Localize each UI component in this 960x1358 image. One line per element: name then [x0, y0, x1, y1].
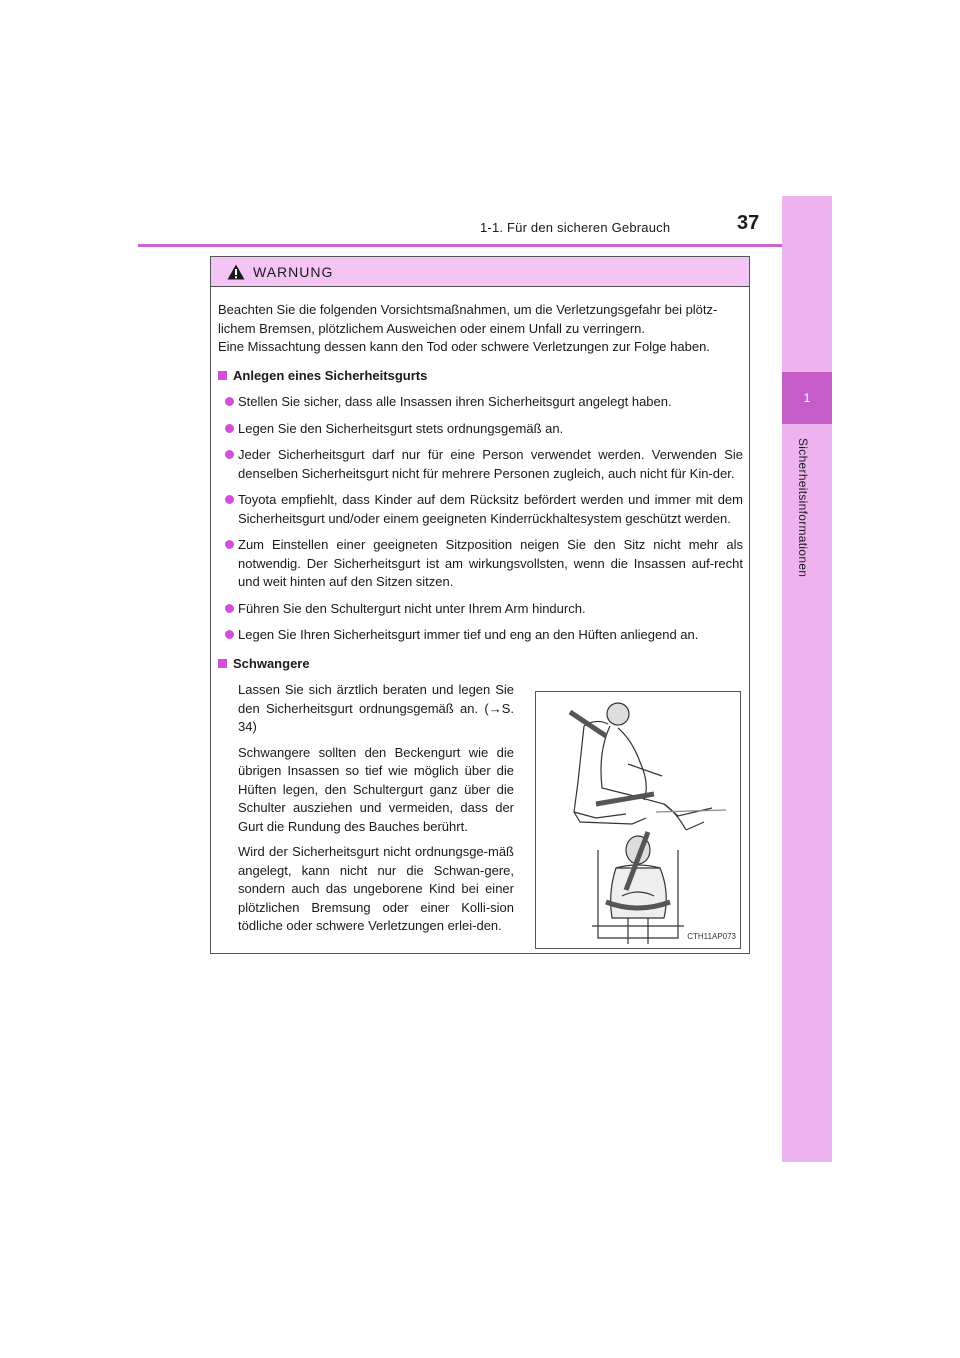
bullet-text: Toyota empfiehlt, dass Kinder auf dem Rücksitz befördert werden und immer mit dem Sicherheitsgurt und/oder einem geeigneten Kinderrückhaltesystem geschützt werden.: [238, 492, 743, 526]
warning-box: [210, 256, 750, 954]
warning-body: [211, 287, 749, 941]
list-item: [218, 393, 743, 412]
warning-intro: [218, 301, 743, 357]
bullet-dot-icon: [225, 397, 234, 406]
bullet-dot-icon: [225, 424, 234, 433]
square-bullet-icon: [218, 371, 227, 380]
list-item: [218, 446, 743, 483]
list-item: [218, 536, 743, 592]
section-title-seatbelt: Anlegen eines Sicherheitsgurts: [233, 367, 428, 383]
bullet-text: Stellen Sie sicher, dass alle Insassen ihren Sicherheitsgurt angelegt haben.: [238, 394, 672, 409]
bullet-dot-icon: [225, 604, 234, 613]
intro-paragraph: Eine Missachtung dessen kann den Tod oder schwere Verletzungen zur Folge haben.: [218, 339, 710, 354]
paragraph: Schwangere sollten den Beckengurt wie die übrigen Insassen so tief wie möglich über die Hüften legen, den Schultergurt ganz über die Schulter ausziehen und vermeiden, dass der Gurt die Rundung des Bauches berührt.: [238, 744, 514, 834]
pregnant-text: [218, 681, 514, 936]
warning-header: [211, 257, 749, 287]
list-item: [218, 600, 743, 619]
pregnant-seatbelt-illustration: [535, 691, 741, 949]
header-divider: [138, 244, 832, 247]
chapter-number-tab: 1: [782, 372, 832, 424]
bullet-text: Führen Sie den Schultergurt nicht unter Ihrem Arm hindurch.: [238, 600, 586, 616]
bullet-text: Zum Einstellen einer geeigneten Sitzposition neigen Sie den Sitz nicht mehr als notwendig. Der Sicherheitsgurt ist am wirkungsvollsten, wenn die Insassen auf-recht und weit hinten auf den Sitzen sitzen.: [238, 537, 743, 589]
paragraph: Lassen Sie sich ärztlich beraten und legen Sie den Sicherheitsgurt ordnungsgemäß an. (→S. 34): [238, 682, 514, 734]
warning-triangle-icon: [227, 264, 245, 280]
bullet-text: Jeder Sicherheitsgurt darf nur für eine Person verwendet werden. Verwenden Sie denselben Sicherheitsgurt nicht für mehrere Personen zugleich, auch nicht für Kin-der.: [238, 447, 743, 481]
bullet-dot-icon: [225, 540, 234, 549]
bullet-dot-icon: [225, 630, 234, 639]
bullet-dot-icon: [225, 495, 234, 504]
square-bullet-icon: [218, 659, 227, 668]
section-heading: [218, 367, 743, 386]
list-item: [218, 626, 743, 645]
bullet-text: Legen Sie den Sicherheitsgurt stets ordnungsgemäß an.: [238, 420, 564, 436]
bullet-text: Legen Sie Ihren Sicherheitsgurt immer tief und eng an den Hüften anliegend an.: [238, 627, 699, 642]
section-heading: [218, 655, 743, 674]
section-title: 1-1. Für den sicheren Gebrauch: [480, 220, 671, 235]
pregnant-section: [218, 681, 743, 941]
illustration-code: CTH11AP073: [687, 931, 736, 941]
warning-label: WARNUNG: [253, 263, 334, 280]
paragraph: Wird der Sicherheitsgurt nicht ordnungsge-mäß angelegt, kann nicht nur die Schwan-gere, sondern auch das ungeborene Kind bei einer plötzlichen Bremsung oder einer Kolli-sion tödliche oder schwere Verletzungen erlei-den.: [238, 844, 514, 933]
section-title-pregnant: Schwangere: [233, 655, 310, 671]
chapter-label: Sicherheitsinformationen: [796, 438, 810, 578]
list-item: [218, 491, 743, 528]
list-item: [218, 420, 743, 439]
page-number: 37: [737, 212, 760, 234]
bullet-dot-icon: [225, 450, 234, 459]
intro-paragraph: Beachten Sie die folgenden Vorsichtsmaßnahmen, um die Verletzungsgefahr bei plötz-lichem Bremsen, plötzlichem Ausweichen oder einem Unfall zu verringern.: [218, 302, 718, 336]
chapter-side-tab: [782, 196, 832, 1162]
